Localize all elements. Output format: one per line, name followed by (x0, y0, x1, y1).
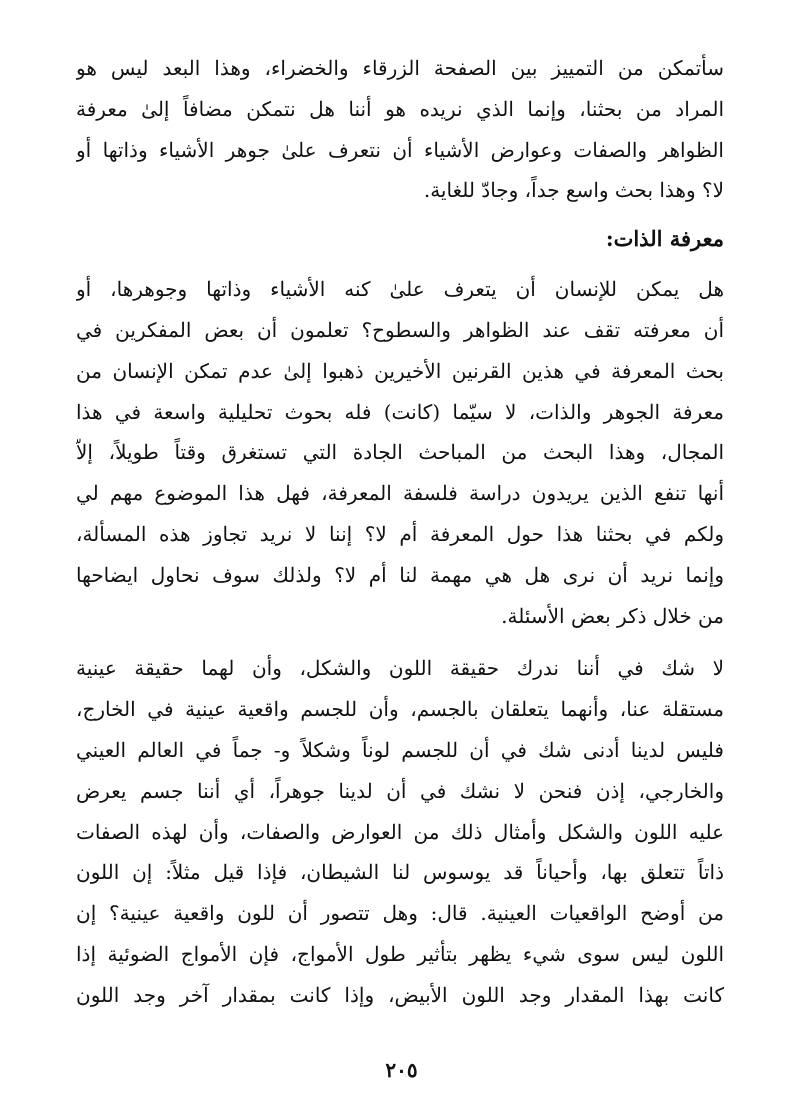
page-number: ٢٠٥ (385, 1058, 418, 1082)
section-heading: معرفة الذات: (605, 226, 724, 252)
paragraph-2 (76, 269, 724, 636)
text-line: معرفة الجوهر والذات، لا سيّما (كانت) فله بحوث تحليلية واسعة في هذا (76, 399, 724, 424)
text-line: ذاتاً تتعلق بها، وأحياناً قد يوسوس لنا الشيطان، فإذا قيل مثلاً: إن اللون (76, 860, 724, 885)
text-line: من خلال ذكر بعض الأسئلة. (501, 603, 724, 628)
text-line: لا؟ وهذا بحث واسع جداً، وجادّ للغاية. (423, 178, 724, 203)
text-line: وإنما نريد أن نرى هل هي مهمة لنا أم لا؟ ولذلك سوف نحاول ايضاحها (76, 562, 724, 587)
text-line: هل يمكن للإنسان أن يتعرف علىٰ كنه الأشياء وذاتها وجوهرها، أو (76, 277, 724, 302)
text-line: والخارجي، إذن فنحن لا نشك في أن لدينا جوهراً، أي أننا جسم يعرض (76, 778, 724, 803)
text-line: من أوضح الواقعيات العينية. قال: وهل تتصور أن للون واقعية عينية؟ إن (76, 901, 724, 926)
text-line: بحث المعرفة في هذين القرنين الأخيرين ذهبوا إلىٰ عدم تمكن الإنسان من (76, 358, 724, 383)
text-line: اللون ليس سوى شيء يظهر بتأثير طول الأمواج، فإن الأمواج الضوئية إذا (76, 941, 724, 966)
text-line: الظواهر والصفات وعوارض الأشياء أن نتعرف علىٰ جوهر الأشياء وذاتها أو (76, 137, 724, 162)
text-line: سأتمكن من التمييز بين الصفحة الزرقاء والخضراء، وهذا البعد ليس هو (76, 56, 724, 80)
text-line: لا شك في أننا ندرك حقيقة اللون والشكل، وأن لهما حقيقة عينية (76, 656, 724, 681)
paragraph-3 (76, 648, 724, 1015)
text-line: أن معرفته تقف عند الظواهر والسطوح؟ تعلمون أن بعض المفكرين في (76, 317, 724, 342)
text-line: ولكم في بحثنا هذا حول المعرفة أم لا؟ إننا لا نريد تجاوز هذه المسألة، (76, 521, 724, 546)
text-line: عليه اللون والشكل وأمثال ذلك من العوارض والصفات، وأن لهذه الصفات (76, 819, 724, 844)
text-line: كانت بهذا المقدار وجد اللون الأبيض، وإذا كانت بمقدار آخر وجد اللون (76, 982, 724, 1007)
text-line: مستقلة عنا، وأنهما يتعلقان بالجسم، وأن للجسم واقعية عينية في الخارج، (76, 697, 724, 722)
text-line: المراد من بحثنا، وإنما الذي نريده هو أننا هل نتمكن مضافاً إلىٰ معرفة (76, 96, 724, 121)
text-line: أنها تنفع الذين يريدون دراسة فلسفة المعرفة، فهل هذا الموضوع مهم لي (76, 481, 724, 506)
text-line: فليس لدينا أدنى شك في أن للجسم لوناً وشكلاً و- جماً في العالم العيني (76, 737, 724, 762)
paragraph-1 (76, 48, 724, 211)
page-body (76, 48, 724, 1016)
text-line: المجال، وهذا البحث من المباحث الجادة التي تستغرق وقتاً طويلاً، إلاّ (76, 440, 724, 465)
